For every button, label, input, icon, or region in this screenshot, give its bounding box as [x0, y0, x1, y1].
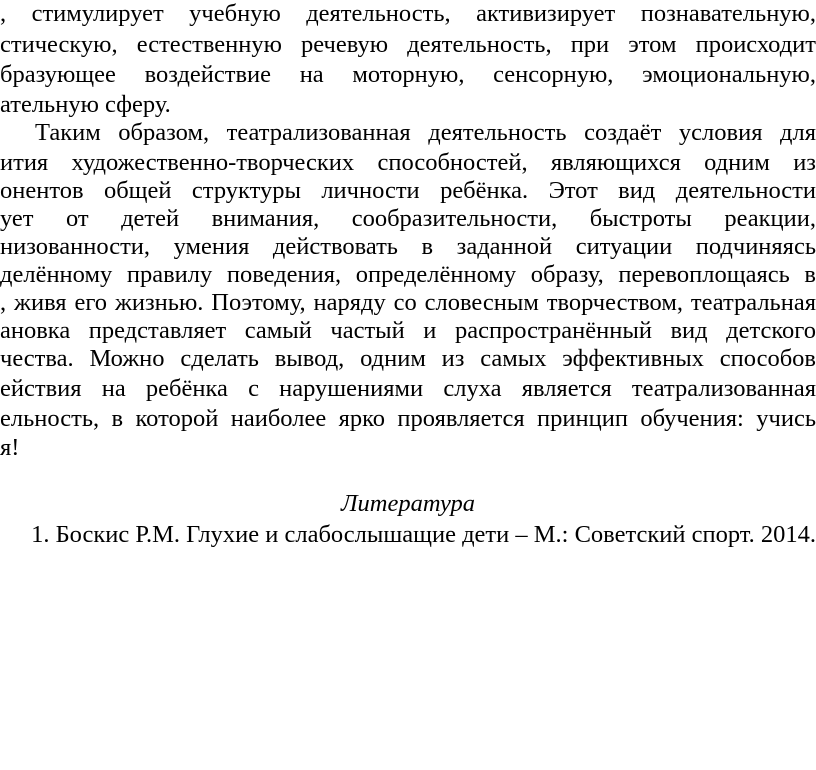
paragraph-1-line: , стимулирует учебную деятельность, активизирует познавательную, — [0, 0, 816, 27]
paragraph-1-line: стическую, естественную речевую деятельность, при этом происходит — [0, 31, 816, 58]
paragraph-2-line: ановка представляет самый частый и распространённый вид детского — [0, 317, 816, 344]
paragraph-2-line: ует от детей внимания, сообразительности, быстроты реакции, — [0, 205, 816, 232]
paragraph-2-line: низованности, умения действовать в заданной ситуации подчиняясь — [0, 233, 816, 260]
paragraph-2-line: чества. Можно сделать вывод, одним из самых эффективных способов — [0, 345, 816, 372]
paragraph-2-line: ельность, в которой наиболее ярко проявляется принцип обучения: учись — [0, 405, 816, 432]
paragraph-2-line: , живя его жизнью. Поэтому, наряду со словесным творчеством, театральная — [0, 289, 816, 316]
paragraph-1-line: бразующее воздействие на моторную, сенсорную, эмоциональную, — [0, 61, 816, 88]
references-heading: Литература — [340, 490, 476, 517]
paragraph-2-line: ействия на ребёнка с нарушениями слуха является театрализованная — [0, 375, 816, 402]
paragraph-2-line: делённому правилу поведения, определённому образу, перевоплощаясь в — [0, 261, 816, 288]
paragraph-2-line: Таким образом, театрализованная деятельность создаёт условия для — [35, 119, 816, 146]
paragraph-2-line: онентов общей структуры личности ребёнка. Этот вид деятельности — [0, 177, 816, 204]
reference-item: 1. Боскис Р.М. Глухие и слабослышащие дети – М.: Советский спорт. 2014. — [31, 521, 816, 548]
paragraph-2-line: ития художественно-творческих способностей, являющихся одним из — [0, 149, 816, 176]
paragraph-2-line: я! — [0, 434, 20, 461]
paragraph-1-line: ательную сферу. — [0, 91, 171, 118]
